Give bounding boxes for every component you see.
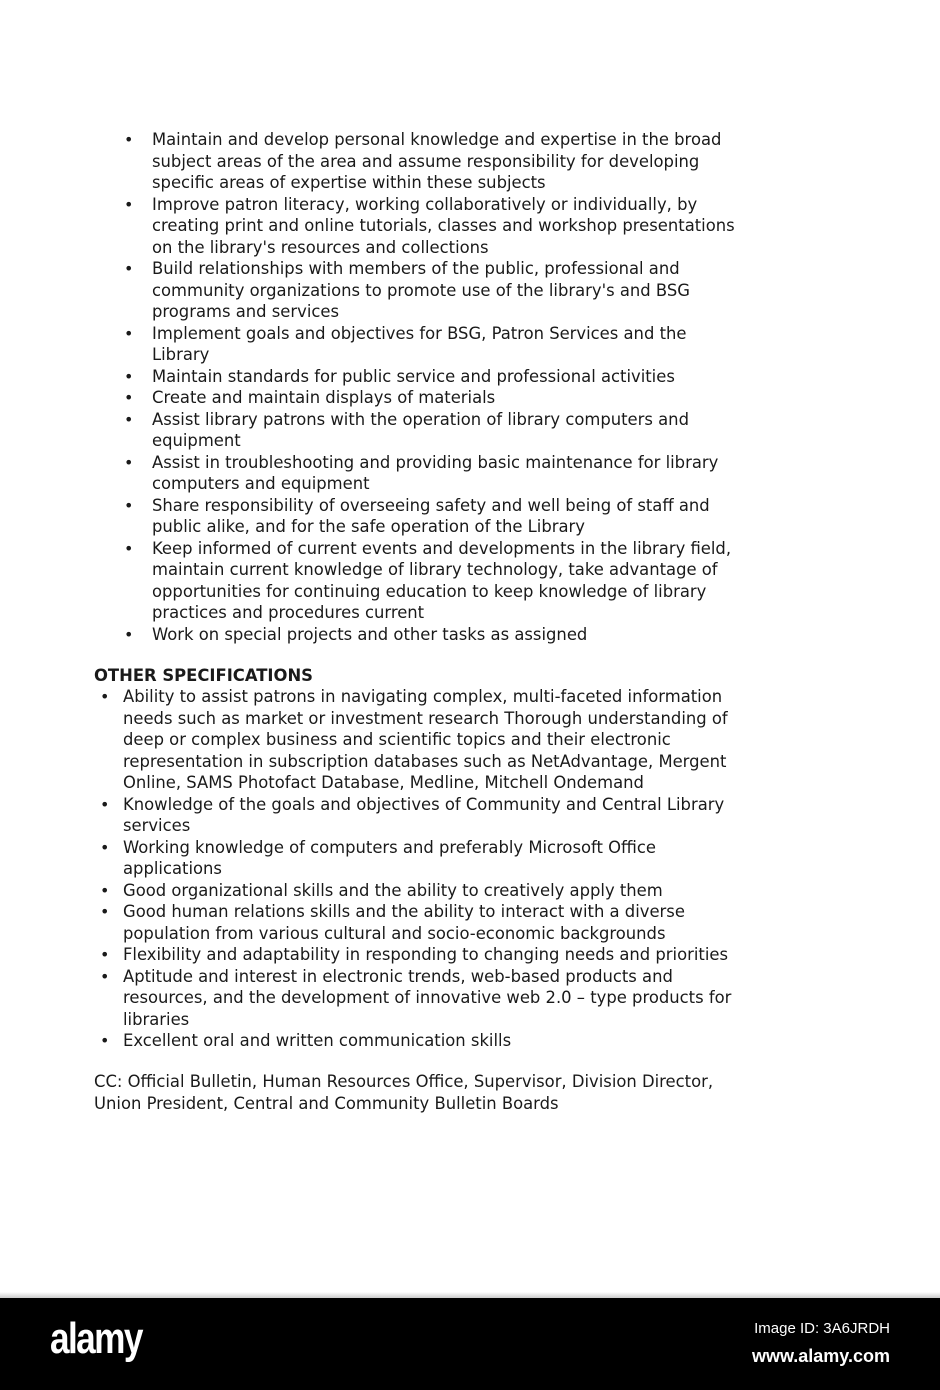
bullet-icon: • xyxy=(100,687,110,706)
list-item-line: community organizations to promote use of the library's and BSG xyxy=(152,280,690,300)
list-item xyxy=(124,258,735,323)
bullet-icon: • xyxy=(100,966,110,986)
list-item xyxy=(124,323,735,366)
alamy-logo: alamy xyxy=(50,1314,142,1363)
list-item-line: Share responsibility of overseeing safety and well being of staff and xyxy=(152,495,710,515)
list-item-line: Aptitude and interest in electronic trends, web-based products and xyxy=(123,966,673,986)
list-item-line: Online, SAMS Photofact Database, Medline, Mitchell Ondemand xyxy=(123,773,644,792)
list-item-line: Work on special projects and other tasks as assigned xyxy=(152,624,588,644)
list-item-line: needs such as market or investment research Thorough understanding of xyxy=(123,708,728,728)
site-url: www.alamy.com xyxy=(751,1346,890,1366)
list-item-line: applications xyxy=(123,859,222,878)
bullet-icon: • xyxy=(124,323,134,343)
list-item xyxy=(124,495,735,538)
list-item xyxy=(100,1030,731,1052)
list-item-line: Assist library patrons with the operation of library computers and xyxy=(152,409,689,429)
list-item xyxy=(100,966,732,1031)
bullet-icon: • xyxy=(100,945,110,964)
list-item-line: creating print and online tutorials, classes and workshop presentations xyxy=(152,216,735,235)
list-item-line: population from various cultural and socio-economic backgrounds xyxy=(123,923,666,943)
bullet-icon: • xyxy=(124,495,134,515)
list-item-line: on the library's resources and collections xyxy=(152,237,489,257)
bullet-icon: • xyxy=(124,409,134,429)
list-item xyxy=(100,686,731,794)
list-item-line: opportunities for continuing education to keep knowledge of library xyxy=(152,581,707,601)
watermark-banner xyxy=(0,1298,940,1390)
list-item-line: Implement goals and objectives for BSG, Patron Services and the xyxy=(152,323,687,343)
list-item-line: Working knowledge of computers and preferably Microsoft Office xyxy=(123,837,656,857)
list-item xyxy=(124,538,735,624)
list-item xyxy=(124,194,735,259)
cc-line: Union President, Central and Community Bulletin Boards xyxy=(94,1093,559,1113)
list-item-line: Ability to assist patrons in navigating complex, multi-faceted information xyxy=(123,687,723,706)
list-item-line: Good human relations skills and the ability to interact with a diverse xyxy=(123,902,685,921)
cc-paragraph xyxy=(94,1071,713,1114)
list-item-line: specific areas of expertise within these subjects xyxy=(152,173,546,192)
list-item xyxy=(100,837,731,880)
bullet-icon: • xyxy=(124,130,134,149)
list-item-line: resources, and the development of innovative web 2.0 – type products for xyxy=(123,988,732,1007)
list-item-line: equipment xyxy=(152,431,241,450)
list-item xyxy=(124,624,735,646)
bullet-icon: • xyxy=(124,624,134,644)
list-item-line: Improve patron literacy, working collaboratively or individually, by xyxy=(152,194,698,214)
list-item-line: Maintain standards for public service and professional activities xyxy=(152,366,675,386)
bullet-icon: • xyxy=(100,902,110,921)
list-item-line: public alike, and for the safe operation of the Library xyxy=(152,517,585,536)
specifications-list xyxy=(100,686,732,1052)
list-item-line: practices and procedures current xyxy=(152,603,425,622)
list-item-line: Flexibility and adaptability in responding to changing needs and priorities xyxy=(123,945,729,964)
list-item xyxy=(100,944,731,966)
list-item-line: Maintain and develop personal knowledge and expertise in the broad xyxy=(152,130,722,149)
list-item xyxy=(100,880,731,902)
bullet-icon: • xyxy=(100,837,110,857)
bullet-icon: • xyxy=(100,794,110,814)
list-item-line: Build relationships with members of the public, professional and xyxy=(152,259,680,278)
list-item-line: deep or complex business and scientific topics and their electronic xyxy=(123,730,671,749)
cc-line: CC: Official Bulletin, Human Resources Office, Supervisor, Division Director, xyxy=(94,1072,714,1091)
list-item-line: services xyxy=(123,816,191,835)
bullet-icon: • xyxy=(124,259,134,278)
image-id: Image ID: 3A6JRDH xyxy=(754,1320,890,1337)
bullet-icon: • xyxy=(100,880,110,900)
list-item xyxy=(100,794,731,837)
list-item-line: Knowledge of the goals and objectives of Community and Central Library xyxy=(123,794,725,814)
bullet-icon: • xyxy=(124,194,134,214)
duties-list xyxy=(124,129,735,645)
list-item-line: programs and services xyxy=(152,302,340,321)
bullet-icon: • xyxy=(124,538,134,558)
bullet-icon: • xyxy=(124,452,134,472)
list-item-line: maintain current knowledge of library technology, take advantage of xyxy=(152,560,718,579)
list-item xyxy=(124,452,735,495)
list-item xyxy=(124,129,735,194)
list-item xyxy=(124,387,735,409)
bullet-icon: • xyxy=(124,388,134,407)
bullet-icon: • xyxy=(124,366,134,386)
list-item xyxy=(100,901,731,944)
list-item-line: computers and equipment xyxy=(152,474,370,493)
list-item-line: Excellent oral and written communication skills xyxy=(123,1031,512,1050)
list-item-line: libraries xyxy=(123,1009,190,1029)
section-heading: OTHER SPECIFICATIONS xyxy=(94,666,313,685)
list-item-line: subject areas of the area and assume responsibility for developing xyxy=(152,151,700,171)
list-item-line: Good organizational skills and the ability to creatively apply them xyxy=(123,880,663,900)
list-item-line: Assist in troubleshooting and providing basic maintenance for library xyxy=(152,452,719,472)
list-item-line: Create and maintain displays of materials xyxy=(152,388,496,407)
list-item-line: Library xyxy=(152,345,210,364)
list-item xyxy=(124,409,735,452)
list-item-line: Keep informed of current events and developments in the library field, xyxy=(152,538,732,558)
bullet-icon: • xyxy=(100,1031,110,1050)
list-item xyxy=(124,366,735,388)
list-item-line: representation in subscription databases such as NetAdvantage, Mergent xyxy=(123,751,727,771)
